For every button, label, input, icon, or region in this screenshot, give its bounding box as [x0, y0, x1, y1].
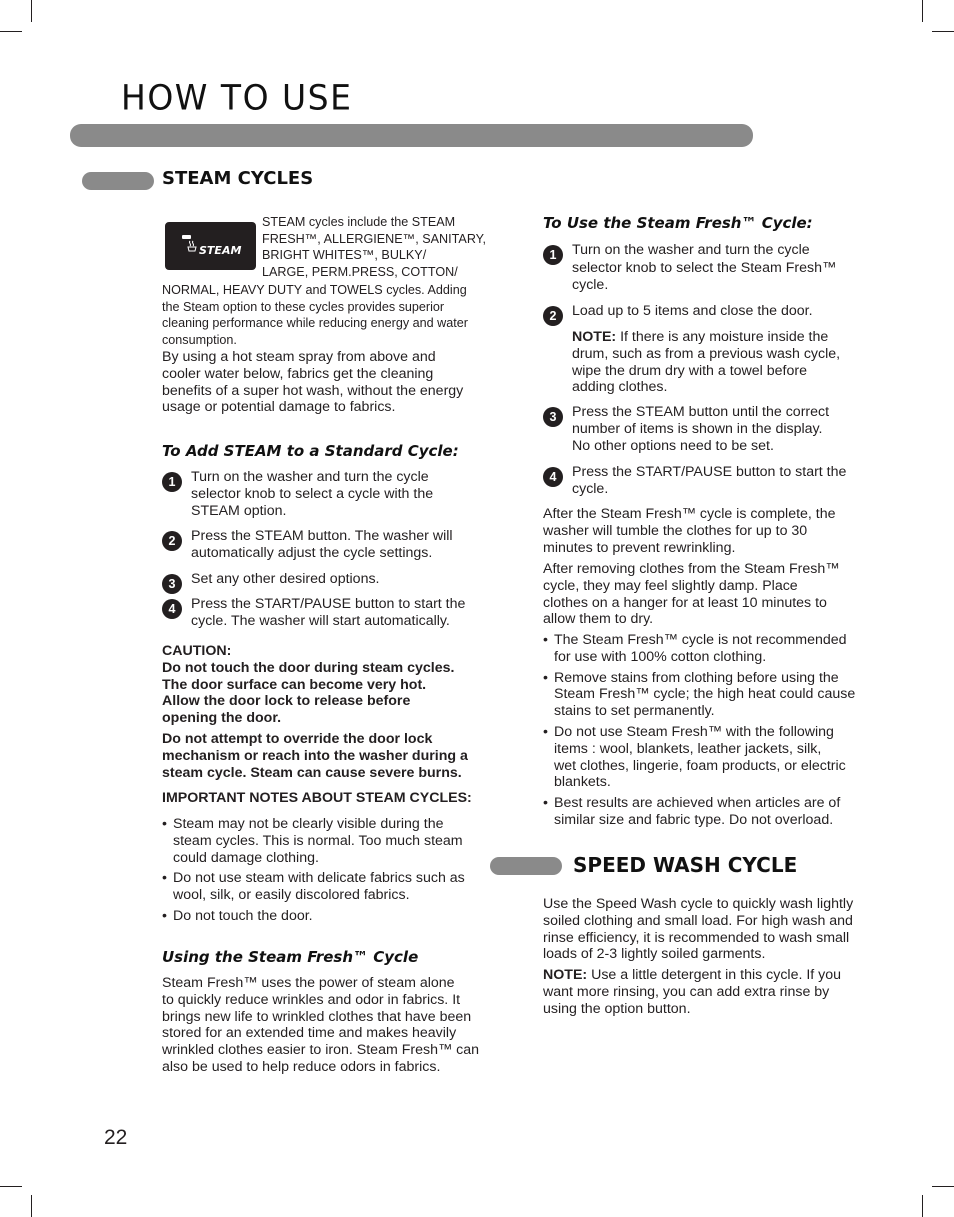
text-line: Turn on the washer and turn the cycle	[191, 469, 429, 485]
step-text	[572, 404, 829, 454]
text-line: selector knob to select the Steam Fresh™	[572, 259, 837, 276]
step-number: 4	[543, 467, 563, 487]
text-line: clothes on a hanger for at least 10 minutes to	[543, 594, 827, 611]
text-line	[572, 329, 840, 346]
after-removing-text	[543, 561, 839, 628]
text-line: wrinkled clothes easier to iron. Steam Fresh™ can	[162, 1042, 479, 1059]
text-line: cycle, they may feel slightly damp. Place	[543, 577, 798, 594]
speed-wash-heading: SPEED WASH CYCLE	[573, 853, 798, 877]
text-line: Do not attempt to override the door lock	[162, 731, 433, 747]
crop-mark	[922, 1195, 923, 1217]
step-number: 3	[162, 574, 182, 594]
text-line: cycle.	[572, 276, 609, 293]
text-line: adding clothes.	[572, 379, 668, 396]
using-steam-fresh-heading: Using the Steam Fresh™ Cycle	[162, 948, 419, 966]
after-fresh-text	[543, 506, 836, 556]
steam-icon	[187, 240, 197, 252]
step-number: 2	[162, 531, 182, 551]
fresh-step-3	[543, 404, 829, 454]
text-line: After removing clothes from the Steam Fresh™	[543, 561, 840, 577]
text-line: automatically adjust the cycle settings.	[191, 544, 433, 561]
crop-mark	[922, 0, 923, 22]
note-label: NOTE:	[572, 329, 617, 345]
text-line: STEAM option.	[191, 502, 287, 519]
crop-mark	[0, 1186, 22, 1187]
text-line: cooler water below, fabrics get the cleaning	[162, 365, 434, 382]
crop-mark	[0, 31, 22, 32]
steam-button-label: STEAM	[199, 244, 242, 257]
text-line: usage or potential damage to fabrics.	[162, 399, 396, 416]
text-line: minutes to prevent rewrinkling.	[543, 539, 736, 556]
list-item	[543, 632, 855, 666]
step-number: 3	[543, 407, 563, 427]
text-line: stored for an extended time and makes heavily	[162, 1025, 457, 1042]
step-number: 1	[162, 472, 182, 492]
page-title: HOW TO USE	[121, 77, 353, 118]
step-text	[191, 571, 380, 588]
steam-notes-list	[162, 816, 465, 925]
text-line: using the option button.	[543, 1000, 691, 1017]
text-line: Set any other desired options.	[191, 571, 380, 587]
text-line: • Do not use steam with delicate fabrics such as	[173, 870, 465, 887]
text-line: By using a hot steam spray from above and	[162, 349, 436, 365]
text-line: Press the STEAM button until the correct	[572, 404, 830, 420]
text-line: also be used to help reduce odors in fabrics.	[162, 1058, 441, 1075]
important-notes-heading: IMPORTANT NOTES ABOUT STEAM CYCLES:	[162, 790, 472, 806]
text-line: Allow the door lock to release before	[162, 693, 411, 710]
text-line: blankets.	[554, 774, 611, 791]
text-line: loads of 2-3 lightly soiled garments.	[543, 946, 766, 963]
text-line: benefits of a super hot wash, without the energy	[162, 382, 464, 399]
text-line: soiled clothing and small load. For high wash and	[543, 912, 853, 929]
list-item	[162, 870, 465, 904]
text-line: the Steam option to these cycles provides superior	[162, 299, 445, 314]
note-text: If there is any moisture inside the	[616, 329, 829, 345]
text-line: stains to set permanently.	[554, 703, 715, 720]
add-steam-heading: To Add STEAM to a Standard Cycle:	[162, 442, 459, 460]
steam-intro-text	[162, 349, 463, 416]
speed-wash-note	[543, 967, 841, 1017]
text-line	[543, 967, 841, 984]
step-number: 4	[162, 599, 182, 619]
text-line: • Do not touch the door.	[173, 907, 313, 924]
fresh-step-1	[543, 242, 836, 293]
text-line: to quickly reduce wrinkles and odor in fabrics. It	[162, 991, 461, 1008]
text-line: wool, silk, or easily discolored fabrics.	[173, 887, 410, 904]
text-line: number of items is shown in the display.	[572, 420, 823, 437]
text-line: cycle. The washer will start automatically.	[191, 612, 450, 629]
header-bar	[70, 124, 753, 147]
text-line: After the Steam Fresh™ cycle is complete, the	[543, 506, 836, 522]
step-text	[191, 596, 465, 630]
text-line: steam cycles. This is normal. Too much steam	[173, 832, 463, 849]
use-steam-fresh-heading: To Use the Steam Fresh™ Cycle:	[543, 214, 813, 232]
text-line: allow them to dry.	[543, 611, 654, 628]
text-line: No other options need to be set.	[572, 437, 774, 454]
using-steam-fresh-text	[162, 975, 479, 1076]
note-label: NOTE:	[543, 967, 588, 983]
text-line: • Steam may not be clearly visible during the	[173, 816, 444, 832]
text-line: could damage clothing.	[173, 849, 319, 866]
add-step-2	[162, 528, 453, 562]
text-line: Steam Fresh™ cycle; the high heat could cause	[554, 686, 856, 703]
list-item	[162, 908, 465, 925]
text-line: • Do not use Steam Fresh™ with the following	[554, 723, 834, 740]
list-item	[543, 670, 855, 720]
step-text	[572, 303, 813, 320]
add-step-4	[162, 596, 465, 630]
crop-mark	[31, 0, 32, 22]
page-number: 22	[104, 1126, 128, 1149]
section-pill	[82, 172, 154, 190]
step-number: 2	[543, 306, 563, 326]
text-line: rinse efficiency, it is recommended to wash small	[543, 929, 850, 946]
note-text: Use a little detergent in this cycle. If you	[587, 967, 842, 983]
caution-label: CAUTION:	[162, 643, 232, 659]
fresh-step-4	[543, 464, 846, 498]
step-text	[572, 464, 846, 498]
text-line: Turn on the washer and turn the cycle	[572, 242, 810, 258]
add-step-3	[162, 571, 380, 594]
text-line: consumption.	[162, 332, 237, 347]
text-line: • The Steam Fresh™ cycle is not recommended	[554, 632, 847, 648]
steam-intro-small-cont	[162, 282, 468, 348]
text-line: wipe the drum dry with a towel before	[572, 362, 807, 379]
steam-button-illustration	[165, 222, 256, 270]
text-line: Press the START/PAUSE button to start the	[572, 464, 847, 480]
text-line: Do not touch the door during steam cycles.	[162, 659, 455, 676]
step-text	[572, 242, 836, 293]
step-text	[191, 469, 433, 519]
indicator-light	[182, 235, 191, 239]
speed-wash-text	[543, 896, 853, 963]
text-line: Press the START/PAUSE button to start the	[191, 596, 466, 612]
text-line: NORMAL, HEAVY DUTY and TOWELS cycles. Adding	[162, 283, 467, 297]
list-item	[162, 816, 465, 866]
text-line: want more rinsing, you can add extra rinse by	[543, 983, 830, 1000]
fresh-bullets-list	[543, 632, 855, 829]
add-step-1	[162, 469, 433, 519]
list-item	[543, 795, 855, 829]
text-line: selector knob to select a cycle with the	[191, 485, 434, 502]
text-line: Steam Fresh™ uses the power of steam alone	[162, 975, 455, 991]
text-line: The door surface can become very hot.	[162, 676, 427, 693]
text-line: for use with 100% cotton clothing.	[554, 648, 767, 665]
text-line: LARGE, PERM.PRESS, COTTON/	[262, 264, 458, 279]
text-line: mechanism or reach into the washer during a	[162, 747, 468, 764]
text-line: wet clothes, lingerie, foam products, or electric	[554, 757, 846, 774]
step-text	[191, 528, 453, 562]
crop-mark	[932, 31, 954, 32]
text-line: steam cycle. Steam can cause severe burns.	[162, 764, 462, 781]
fresh-step-2	[543, 303, 813, 326]
text-line: cleaning performance while reducing energy and water	[162, 316, 468, 330]
fresh-note	[572, 329, 840, 396]
text-line: washer will tumble the clothes for up to 30	[543, 522, 808, 539]
text-line: Load up to 5 items and close the door.	[572, 303, 813, 319]
crop-mark	[932, 1186, 954, 1187]
text-line: similar size and fabric type. Do not overload.	[554, 811, 834, 828]
text-line: drum, such as from a previous wash cycle,	[572, 345, 841, 362]
caution-block	[162, 643, 454, 727]
steam-cycles-heading: STEAM CYCLES	[162, 168, 314, 189]
crop-mark	[31, 1195, 32, 1217]
text-line: opening the door.	[162, 710, 282, 727]
text-line: • Best results are achieved when articles are of	[554, 795, 841, 812]
text-line: Use the Speed Wash cycle to quickly wash lightly	[543, 896, 854, 912]
text-line: brings new life to wrinkled clothes that have been	[162, 1008, 472, 1025]
step-number: 1	[543, 245, 563, 265]
caution-block-2	[162, 731, 468, 781]
list-item	[543, 724, 855, 791]
text-line: cycle.	[572, 480, 609, 497]
text-line: FRESH™, ALLERGIENE™, SANITARY,	[262, 231, 486, 246]
text-line: Press the STEAM button. The washer will	[191, 528, 453, 544]
text-line: BRIGHT WHITES™, BULKY/	[262, 248, 427, 262]
text-line: items : wool, blankets, leather jackets, silk,	[554, 740, 822, 757]
text-line: • Remove stains from clothing before using the	[554, 669, 839, 686]
text-line: STEAM cycles include the STEAM	[262, 215, 456, 229]
steam-intro-small	[262, 214, 486, 280]
section-pill	[490, 857, 562, 875]
